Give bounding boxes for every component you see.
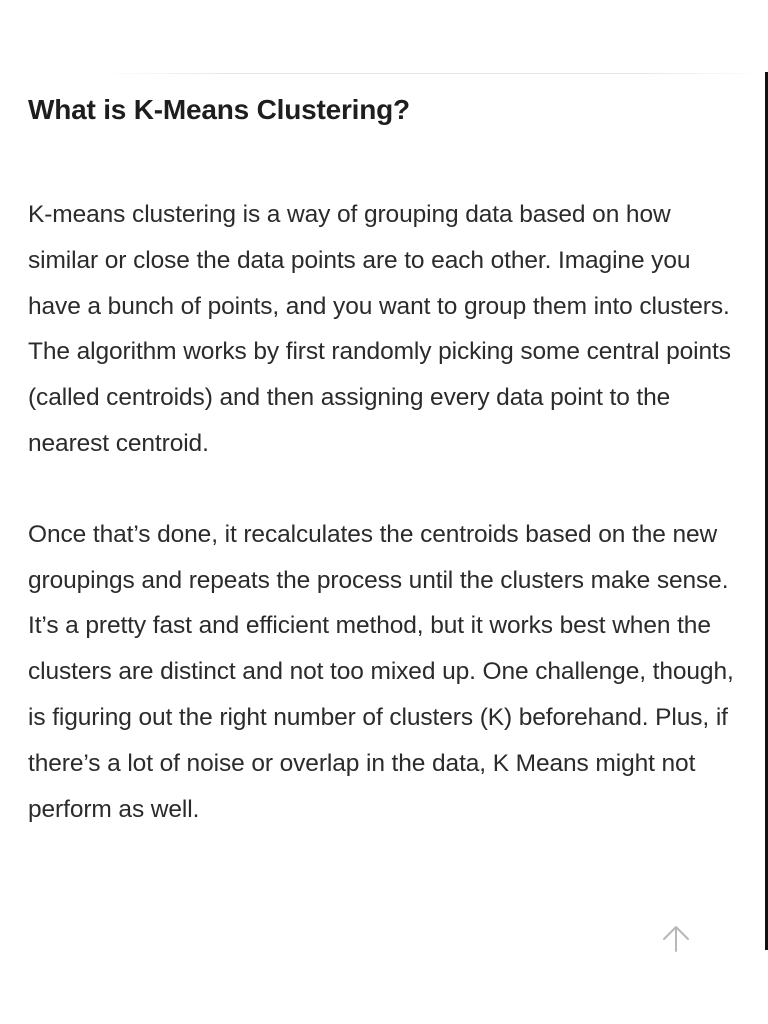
- article-paragraph-1: K-means clustering is a way of grouping data based on how similar or close the data points are to each other. Imagine you have a bunch of points, and you want to group them into clusters. The algorithm works by first randomly picking some central points (called centroids) and then assigning every data point to the nearest centroid.: [28, 201, 731, 457]
- scroll-to-top-button[interactable]: [658, 920, 694, 956]
- article: [28, 88, 740, 832]
- arrow-up-icon: [658, 920, 694, 956]
- article-paragraph-2: Once that’s done, it recalculates the centroids based on the new groupings and repeats the process until the clusters make sense. It’s a pretty fast and efficient method, but it works best when the clusters are distinct and not too mixed up. One challenge, though, is figuring out the right number of clusters (K) beforehand. Plus, if there’s a lot of noise or overlap in the data, K Means might not perform as well.: [28, 520, 734, 823]
- top-divider: [100, 73, 768, 74]
- article-title: What is K-Means Clustering?: [28, 94, 410, 125]
